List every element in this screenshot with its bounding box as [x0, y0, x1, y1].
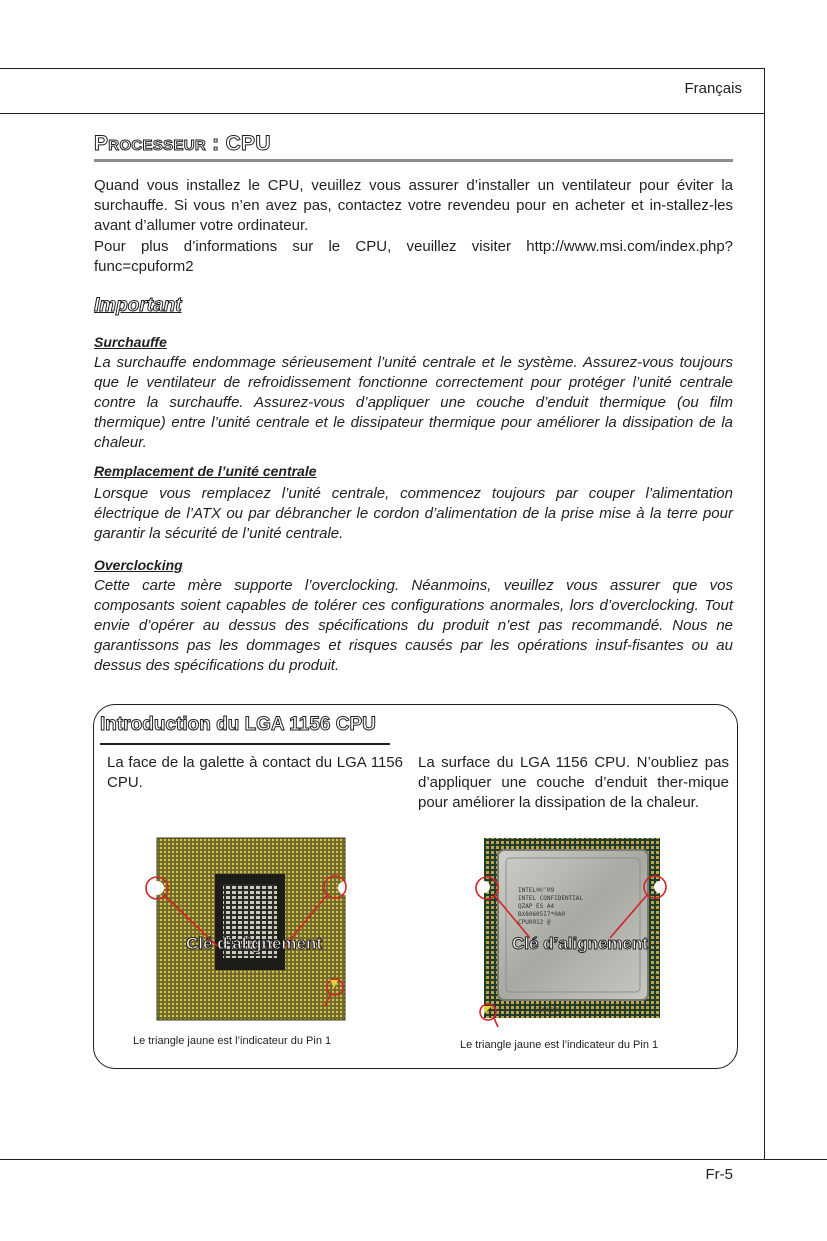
- intro-box-title: Introduction du LGA 1156 CPU: [100, 714, 376, 735]
- section-title: [94, 132, 271, 156]
- chip-marking-line-2: INTEL CONFIDENTIAL: [518, 895, 584, 902]
- language-label: Français: [684, 80, 742, 97]
- alignment-key-label-left: Clé d’alignement: [186, 934, 323, 953]
- header-rule: [0, 113, 764, 114]
- pin1-caption-left: Le triangle jaune est l’indicateur du Pin 1: [133, 1035, 332, 1047]
- cpu-contact-side-image: [135, 830, 365, 1035]
- page-number: Fr-5: [705, 1166, 733, 1183]
- cpu-top-surface-image: [470, 830, 675, 1035]
- subheading-overclocking: Overclocking: [94, 557, 183, 573]
- chip-marking-line-8: SXXXXXX: [534, 1007, 560, 1014]
- text-remplacement: Lorsque vous remplacez l’unité centrale, commencez toujours par couper l’alimentation électrique de l’ATX ou par débrancher le cordon d’alimentation de la prise mise à la terre pour garantir la sécurité de l’unité centrale.: [94, 485, 733, 542]
- section-title-rest: : CPU: [206, 132, 271, 155]
- important-title: Important: [94, 295, 182, 316]
- chip-marking-line-5: CPU0912 @: [518, 919, 551, 926]
- alignment-key-label-right: Clé d’alignement: [512, 934, 649, 953]
- chip-marking-line-1: INTEL®©‘09: [518, 887, 555, 894]
- right-column-text: La surface du LGA 1156 CPU. N’oubliez pas d’appliquer une couche d’enduit ther-mique pour améliorer la dissipation de la chaleur.: [418, 754, 729, 811]
- pin1-caption-right: Le triangle jaune est l’indicateur du Pin 1: [460, 1039, 659, 1051]
- section-title-smallcaps: Processeur: [94, 132, 207, 155]
- text-overclocking: Cette carte mère supporte l’overclocking. Néanmoins, veuillez vous assurer que vos composants soient capables de tolérer ces configurations anormales, lors d’overclocking. Tout envie d’opérer au dessus des spécifications du produit n’est pas recommandé. Nous ne garantissons pas les dommages et risques causés par les opérations insuf-fisantes ou au dessus des spécifications du produit.: [94, 577, 733, 674]
- footer-rule: [0, 1159, 827, 1160]
- chip-marking-line-4: BX80605I7*0A0: [518, 911, 565, 918]
- intro-paragraph-2: Pour plus d’informations sur le CPU, veuillez visiter http://www.msi.com/index.php?func=cpuform2: [94, 238, 733, 275]
- text-surchauffe: La surchauffe endommage sérieusement l’unité centrale et le système. Assurez-vous toujours que le ventilateur de refroidissement fonctionne correctement pour protéger l’unité centrale contre la surchauffe. Assurez-vous d’appliquer une couche d’enduit thermique (ou film thermique) entre l’unité centrale et le dissipateur thermique pour améliorer la dissipation de la chaleur.: [94, 354, 733, 451]
- intro-paragraph-1: Quand vous installez le CPU, veuillez vous assurer d’installer un ventilateur pour éviter la surchauffe. Si vous n’en avez pas, contactez votre revendeu pour en acheter et in-stallez-les avant d’allumer votre ordinateur.: [94, 177, 733, 234]
- right-rule: [764, 68, 765, 1160]
- chip-marking-line-3: QZAP ES A4: [518, 903, 555, 910]
- left-column-text: La face de la galette à contact du LGA 1156 CPU.: [107, 754, 403, 791]
- intro-box-title-rule: [100, 743, 390, 745]
- top-rule: [0, 68, 764, 69]
- subheading-remplacement: Remplacement de l’unité centrale: [94, 463, 317, 479]
- subheading-surchauffe: Surchauffe: [94, 334, 167, 350]
- section-title-rule: [94, 159, 733, 162]
